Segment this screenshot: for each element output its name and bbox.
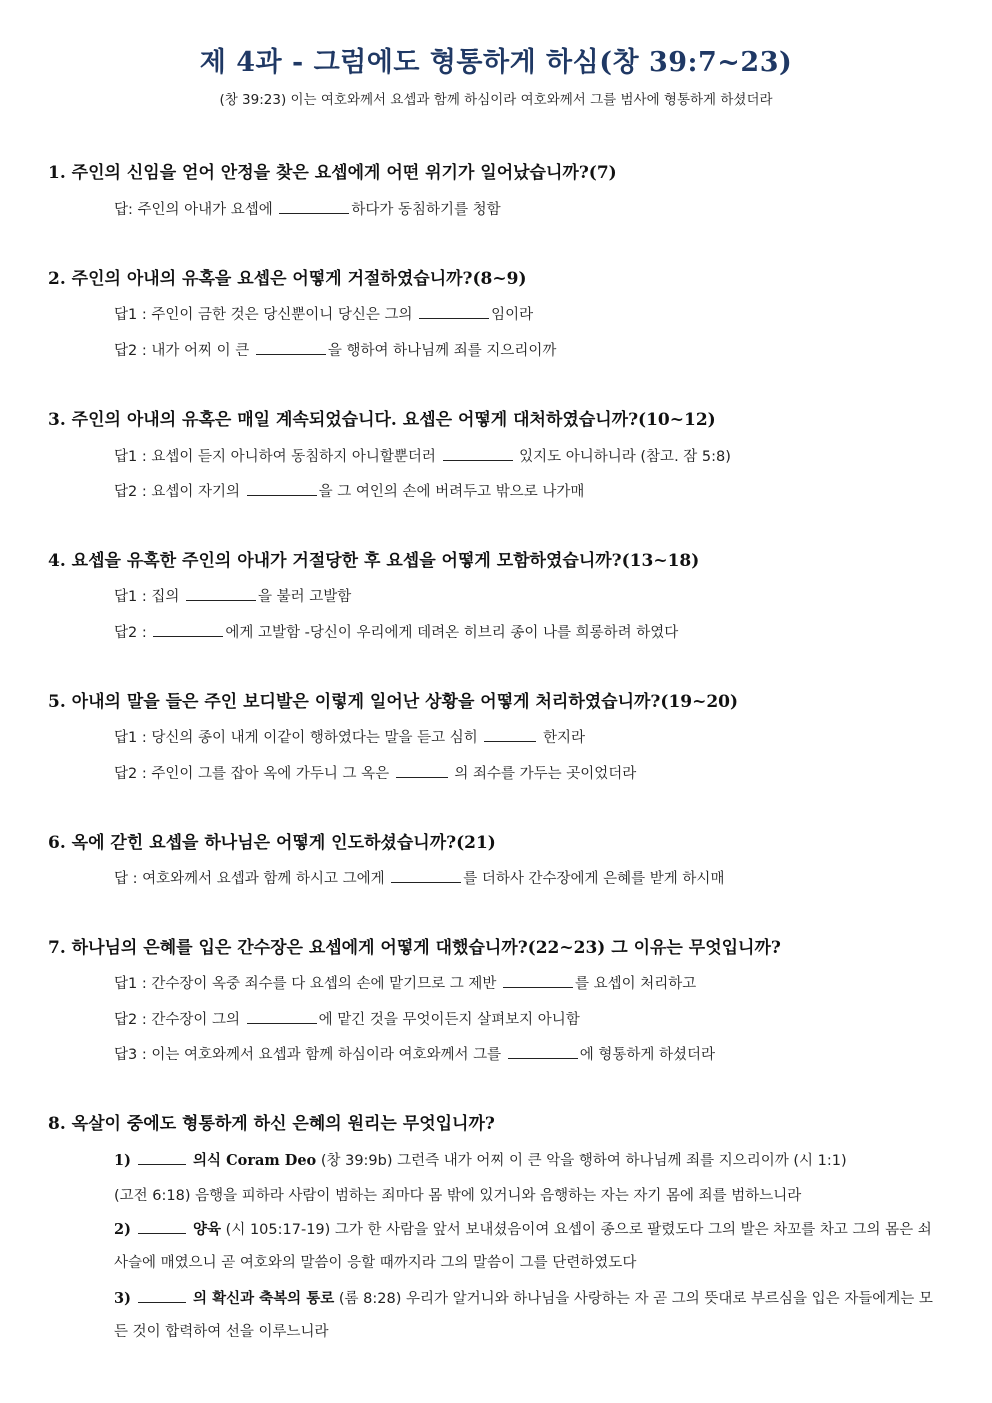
answer-text: 답1 : 간수장이 옥중 죄수를 다 요셉의 손에 맡기므로 그 제반 (114, 976, 501, 992)
blank (508, 1044, 578, 1059)
answer-text: 답 : 여호와께서 요셉과 함께 하시고 그에게 (114, 871, 390, 887)
principle-text: (창 39:9b) 그런즉 내가 어찌 이 큰 악을 행하여 하나님께 죄를 지으리이까 (시 1:1) (316, 1153, 847, 1169)
answer-7-1 (114, 972, 944, 993)
answer-text: 답2 : 내가 어찌 이 큰 (114, 343, 254, 359)
answer-text: 임이라 (491, 307, 534, 323)
blank (186, 586, 256, 601)
principle-term: 의 확신과 축복의 통로 (188, 1290, 335, 1307)
blank (138, 1219, 186, 1234)
answer-text: 을 불러 고발함 (257, 589, 352, 605)
answer-3-2 (114, 480, 944, 501)
question-3: 3. 주인의 아내의 유혹은 매일 계속되었습니다. 요셉은 어떻게 대처하였습니까?(10~12) (48, 410, 716, 430)
answer-text: 에 형통하게 하셨더라 (579, 1047, 716, 1063)
answer-text: 답2 : 간수장이 그의 (114, 1012, 245, 1028)
answer-text: 답2 : 주인이 그를 잡아 옥에 가두니 그 옥은 (114, 766, 394, 782)
principle-number: 2) (114, 1221, 136, 1238)
answer-text: 를 더하사 간수장에게 은혜를 받게 하시매 (463, 871, 725, 887)
answer-5-1 (114, 726, 944, 747)
answer-text: 답1 : 주인이 금한 것은 당신뿐이니 당신은 그의 (114, 307, 418, 323)
answer-1 (114, 198, 944, 219)
answer-7-2 (114, 1008, 944, 1029)
question-5: 5. 아내의 말을 들은 주인 보디발은 이렇게 일어난 상황을 어떻게 처리하였습니까?(19~20) (48, 692, 739, 712)
answer-text: 하다가 동침하기를 청함 (351, 202, 501, 218)
question-2: 2. 주인의 아내의 유혹을 요셉은 어떻게 거절하였습니까?(8~9) (48, 269, 527, 289)
blank (138, 1288, 186, 1303)
answer-4-1 (114, 585, 944, 606)
blank (138, 1150, 186, 1165)
principle-2 (114, 1213, 944, 1280)
principle-term: 양육 (188, 1221, 222, 1238)
question-8: 8. 옥살이 중에도 형통하게 하신 은혜의 원리는 무엇입니까? (48, 1114, 495, 1134)
blank (279, 199, 349, 214)
question-1: 1. 주인의 신임을 얻어 안정을 찾은 요셉에게 어떤 위기가 일어났습니까?(7) (48, 163, 617, 183)
answer-3-1 (114, 445, 944, 466)
answer-text: 답: 주인의 아내가 요셉에 (114, 202, 278, 218)
answer-6 (114, 867, 944, 888)
principle-number: 3) (114, 1290, 136, 1307)
answer-text: 를 요셉이 처리하고 (574, 976, 697, 992)
answer-2-2 (114, 339, 944, 360)
answer-text: 의 죄수를 가두는 곳이었더라 (449, 766, 637, 782)
answer-2-1 (114, 303, 944, 324)
answer-text: 에 맡긴 것을 무엇이든지 살펴보지 아니함 (318, 1012, 580, 1028)
blank (419, 304, 489, 319)
blank (396, 763, 448, 778)
blank (153, 622, 223, 637)
blank (443, 446, 513, 461)
answer-text: 답1 : 요셉이 듣지 아니하여 동침하지 아니할뿐더러 (114, 449, 441, 465)
blank (247, 1009, 317, 1024)
blank (484, 727, 536, 742)
principle-text: (시 105:17-19) 그가 한 사람을 앞서 보내셨음이여 요셉이 종으로 팔렸도다 그의 발은 차꼬를 차고 그의 몸은 쇠사슬에 매였으니 곧 여호와의 말씀이 응할 때까지라 그의 말씀이 그를 단련하였도다 (114, 1222, 932, 1271)
answer-text: 답3 : 이는 여호와께서 요셉과 함께 하심이라 여호와께서 그를 (114, 1047, 506, 1063)
answer-text: 답1 : 당신의 종이 내게 이같이 행하였다는 말을 듣고 심히 (114, 730, 483, 746)
principle-1 (114, 1149, 944, 1170)
blank (503, 973, 573, 988)
answer-text: 답2 : 요셉이 자기의 (114, 484, 245, 500)
answer-text: 한지라 (538, 730, 585, 746)
principle-number: 1) (114, 1152, 136, 1169)
answer-text: 답2 : (114, 625, 152, 641)
lesson-title: 제 4과 - 그럼에도 형통하게 하심(창 39:7~23) (199, 47, 793, 78)
answer-5-2 (114, 762, 944, 783)
answer-7-3 (114, 1043, 944, 1064)
answer-text: 답1 : 집의 (114, 589, 184, 605)
answer-text: 을 행하여 하나님께 죄를 지으리이까 (327, 343, 557, 359)
answer-text: 을 그 여인의 손에 버려두고 밖으로 나가매 (318, 484, 585, 500)
answer-text: 있지도 아니하니라 (참고. 잠 5:8) (514, 449, 731, 465)
principle-text: (롬 8:28) 우리가 알거니와 하나님을 사랑하는 자 곧 그의 뜻대로 부르심을 입은 자들에게는 모든 것이 합력하여 선을 이루느니라 (114, 1291, 933, 1340)
blank (391, 868, 461, 883)
answer-4-2 (114, 621, 944, 642)
question-7: 7. 하나님의 은혜를 입은 간수장은 요셉에게 어떻게 대했습니까?(22~23) 그 이유는 무엇입니까? (48, 938, 781, 958)
answer-text: 에게 고발함 -당신이 우리에게 데려온 히브리 종이 나를 희롱하려 하였다 (225, 625, 679, 641)
key-verse: (창 39:23) 이는 여호와께서 요셉과 함께 하심이라 여호와께서 그를 범사에 형통하게 하셨더라 (219, 92, 773, 108)
principle-3 (114, 1282, 944, 1349)
principle-term: 의식 Coram Deo (188, 1152, 317, 1169)
principle-1-extra: (고전 6:18) 음행을 피하라 사람이 범하는 죄마다 몸 밖에 있거니와 음행하는 자는 자기 몸에 죄를 범하느니라 (114, 1188, 802, 1204)
blank (256, 340, 326, 355)
question-4: 4. 요셉을 유혹한 주인의 아내가 거절당한 후 요셉을 어떻게 모함하였습니까?(13~18) (48, 551, 700, 571)
blank (247, 481, 317, 496)
question-6: 6. 옥에 갇힌 요셉을 하나님은 어떻게 인도하셨습니까?(21) (48, 833, 496, 853)
